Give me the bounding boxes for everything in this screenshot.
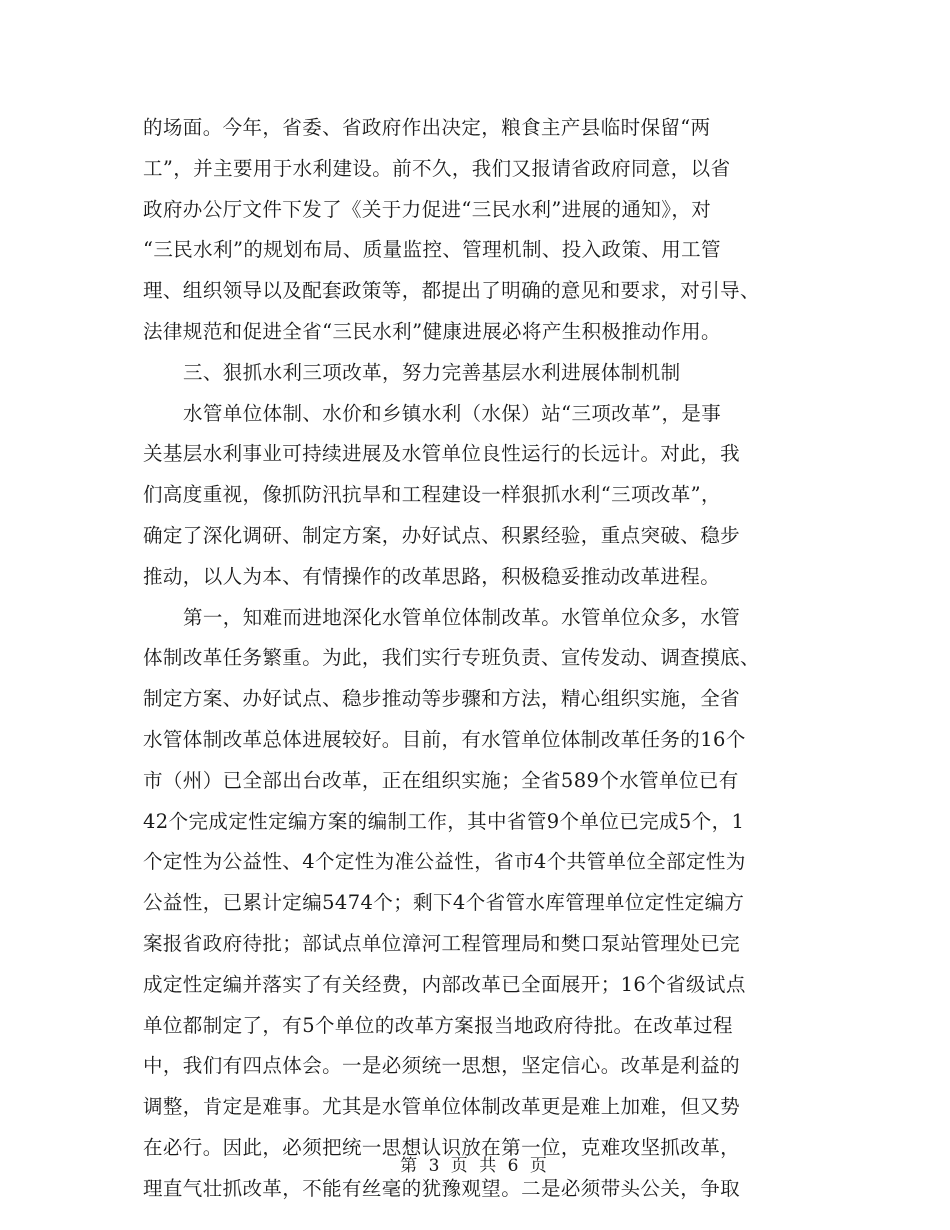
text-line: 体制改革任务繁重。为此，我们实行专班负责、宣传发动、调查摸底、 — [143, 646, 760, 670]
text-line: 法律规范和促进全省“三民水利”健康进展必将产生积极推动作用。 — [143, 319, 721, 343]
text-line: “三民水利”的规划布局、质量监控、管理机制、投入政策、用工管 — [143, 238, 721, 262]
text-line: 工”，并主要用于水利建设。前不久，我们又报请省政府同意，以省 — [143, 156, 731, 180]
text-line: 水管单位体制、水价和乡镇水利（水保）站“三项改革”，是事 — [183, 401, 722, 425]
text-line: 案报省政府待批；部试点单位漳河工程管理局和樊口泵站管理处已完 — [143, 931, 741, 955]
page-number-footer: 第 3 页 共 6 页 — [400, 1156, 550, 1176]
text-line: 推动，以人为本、有情操作的改革思路，积极稳妥推动改革进程。 — [143, 564, 721, 588]
text-line: 市（州）已全部出台改革，正在组织实施；全省589个水管单位已有 — [143, 768, 739, 792]
text-line: 制定方案、办好试点、稳步推动等步骤和方法，精心组织实施，全省 — [143, 687, 741, 711]
text-line: 成定性定编并落实了有关经费，内部改革已全面展开；16个省级试点 — [143, 972, 746, 996]
text-line: 理直气壮抓改革，不能有丝毫的犹豫观望。二是必须带头公关，争取 — [143, 1176, 741, 1200]
section-heading: 三、狠抓水利三项改革，努力完善基层水利进展体制机制 — [183, 360, 681, 384]
text-line: 的场面。今年，省委、省政府作出决定，粮食主产县临时保留“两 — [143, 116, 711, 139]
text-line: 在必行。因此，必须把统一思想认识放在第一位，克难攻坚抓改革， — [143, 1135, 741, 1159]
text-line: 单位都制定了，有5个单位的改革方案报当地政府待批。在改革过程 — [143, 1013, 733, 1037]
text-line: 理、组织领导以及配套政策等，都提出了明确的意见和要求，对引导、 — [143, 279, 760, 303]
text-line: 水管体制改革总体进展较好。目前，有水管单位体制改革任务的16个 — [143, 727, 746, 751]
text-line: 确定了深化调研、制定方案，办好试点、积累经验，重点突破、稳步 — [143, 523, 741, 547]
text-line: 个定性为公益性、4个定性为准公益性，省市4个共管单位全部定性为 — [143, 850, 746, 874]
text-line: 们高度重视，像抓防汛抗旱和工程建设一样狠抓水利“三项改革”， — [143, 483, 721, 507]
text-line: 调整，肯定是难事。尤其是水管单位体制改革更是难上加难，但又势 — [143, 1095, 741, 1119]
text-line: 中，我们有四点体会。一是必须统一思想，坚定信心。改革是利益的 — [143, 1054, 741, 1078]
text-line: 42个完成定性定编方案的编制工作，其中省管9个单位已完成5个，1 — [143, 809, 745, 833]
text-line: 关基层水利事业可持续进展及水管单位良性运行的长远计。对此，我 — [143, 442, 741, 466]
text-line: 政府办公厅文件下发了《关于力促进“三民水利”进展的通知》，对 — [143, 197, 712, 221]
document-body — [143, 108, 813, 1210]
text-line: 第一，知难而进地深化水管单位体制改革。水管单位众多，水管 — [183, 605, 741, 629]
text-line: 公益性，已累计定编5474个；剩下4个省管水库管理单位定性定编方 — [143, 891, 745, 915]
